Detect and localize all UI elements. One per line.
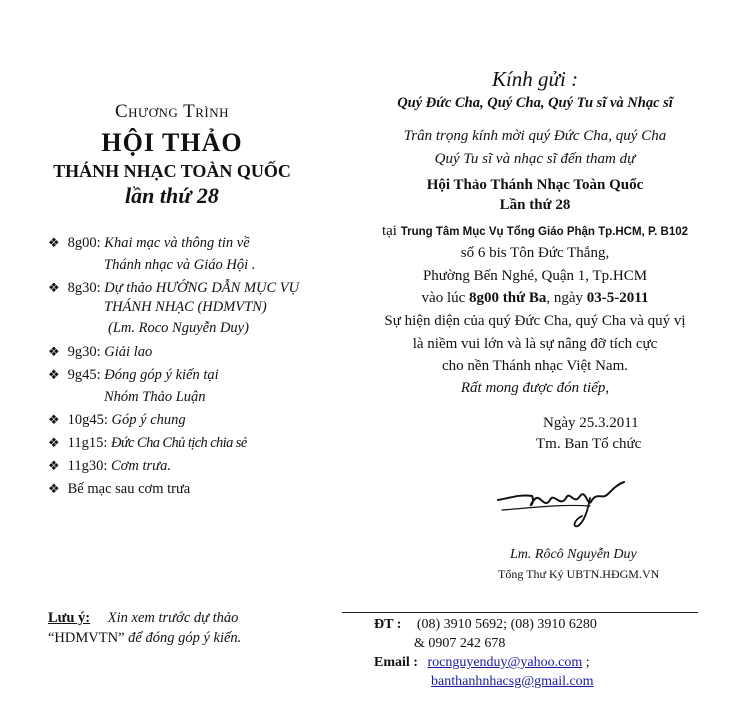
event-date: 03-5-2011 bbox=[586, 290, 649, 306]
message-line-3: cho nền Thánh nhạc Việt Nam. bbox=[442, 358, 628, 374]
message-line-2: là niềm vui lớn và là sự nâng đỡ tích cực bbox=[412, 336, 658, 352]
diamond-bullet-icon: ❖ bbox=[48, 345, 60, 360]
divider-line bbox=[342, 612, 698, 613]
program-edition: lần thứ 28 bbox=[125, 183, 219, 208]
event-title: Hội Thảo Thánh Nhạc Toàn Quốc bbox=[426, 177, 644, 193]
note-line-1: Lưu ý: Xin xem trước dự thảo bbox=[48, 610, 239, 626]
schedule-item: ❖ 11g15: Đức Cha Chủ tịch chia sẻ bbox=[48, 435, 247, 451]
schedule-item-cont: Nhóm Thảo Luận bbox=[104, 389, 206, 405]
address-line-2: Phường Bến Nghé, Quận 1, Tp.HCM bbox=[422, 268, 648, 284]
signed-org: Tm. Ban Tổ chức bbox=[536, 436, 642, 452]
invite-line-2: Quý Tu sĩ và nhạc sĩ đến tham dự bbox=[434, 151, 636, 167]
schedule-item: ❖ 8g00: Khai mạc và thông tin về bbox=[48, 235, 250, 251]
venue-line: tại Trung Tâm Mục Vụ Tổng Giáo Phận Tp.HCM, P. B102 bbox=[381, 223, 689, 239]
diamond-bullet-icon: ❖ bbox=[48, 236, 60, 251]
diamond-bullet-icon: ❖ bbox=[48, 459, 60, 474]
address-line-1: số 6 bis Tôn Đức Thắng, bbox=[460, 245, 610, 261]
time-line: vào lúc 8g00 thứ Ba, ngày 03-5-2011 bbox=[421, 290, 649, 306]
event-edition: Lần thứ 28 bbox=[499, 197, 571, 213]
phone-line-1 bbox=[374, 617, 597, 633]
email-line-1: Email : rocnguyenduy@yahoo.com ; bbox=[374, 655, 590, 670]
phone-numbers: (08) 3910 5692; (08) 3910 6280 bbox=[416, 617, 597, 632]
recipients: Quý Đức Cha, Quý Cha, Quý Tu sĩ và Nhạc sĩ bbox=[397, 95, 673, 111]
email-link-2[interactable]: banthanhnhacsg@gmail.com bbox=[431, 674, 594, 689]
diamond-bullet-icon: ❖ bbox=[48, 413, 60, 428]
email-link-1[interactable]: rocnguyenduy@yahoo.com bbox=[427, 655, 583, 670]
schedule-item: ❖ 9g30: Giải lao bbox=[48, 344, 153, 360]
schedule-item-cont: THÁNH NHẠC (HDMVTN) bbox=[104, 299, 267, 315]
greeting: Kính gửi : bbox=[491, 67, 579, 91]
signed-date: Ngày 25.3.2011 bbox=[543, 415, 639, 431]
message-line-1: Sự hiện diện của quý Đức Cha, quý Cha và quý vị bbox=[384, 313, 686, 329]
invite-line-1: Trân trọng kính mời quý Đức Cha, quý Cha bbox=[403, 128, 667, 144]
program-subtitle: THÁNH NHẠC TOÀN QUỐC bbox=[53, 161, 291, 181]
email-label: Email : bbox=[374, 655, 418, 670]
schedule-item: ❖ 11g30: Cơm trưa. bbox=[48, 458, 171, 474]
schedule-item: ❖ Bế mạc sau cơm trưa bbox=[48, 481, 191, 497]
diamond-bullet-icon: ❖ bbox=[48, 482, 60, 497]
signer-name: Lm. Rôcô Nguyễn Duy bbox=[510, 547, 637, 562]
schedule-item: ❖ 9g45: Đóng góp ý kiến tại bbox=[48, 367, 219, 383]
note-line-2: “HDMVTN” để đóng góp ý kiến. bbox=[48, 630, 242, 646]
event-time: 8g00 thứ Ba bbox=[469, 290, 547, 306]
venue: Trung Tâm Mục Vụ Tổng Giáo Phận Tp.HCM, P. B102 bbox=[400, 226, 689, 238]
closing-line: Rất mong được đón tiếp, bbox=[460, 380, 610, 396]
diamond-bullet-icon: ❖ bbox=[48, 281, 60, 296]
signer-title: Tổng Thư Ký UBTN.HĐGM.VN bbox=[498, 567, 660, 581]
diamond-bullet-icon: ❖ bbox=[48, 436, 60, 451]
phone-label: ĐT : bbox=[374, 617, 402, 632]
schedule-item: ❖ 8g30: Dự thảo HƯỚNG DẪN MỤC VỤ bbox=[48, 280, 300, 296]
program-title: HỘI THẢO bbox=[101, 128, 243, 157]
schedule-item-cont: (Lm. Roco Nguyễn Duy) bbox=[108, 320, 249, 336]
schedule-item-cont: Thánh nhạc và Giáo Hội . bbox=[104, 257, 256, 273]
phone-line-2: & 0907 242 678 bbox=[414, 636, 506, 651]
diamond-bullet-icon: ❖ bbox=[48, 368, 60, 383]
signature-image bbox=[490, 470, 640, 530]
note-label: Lưu ý: bbox=[48, 610, 91, 626]
schedule-item: ❖ 10g45: Góp ý chung bbox=[48, 412, 186, 428]
program-heading: Chương Trình bbox=[114, 101, 230, 122]
